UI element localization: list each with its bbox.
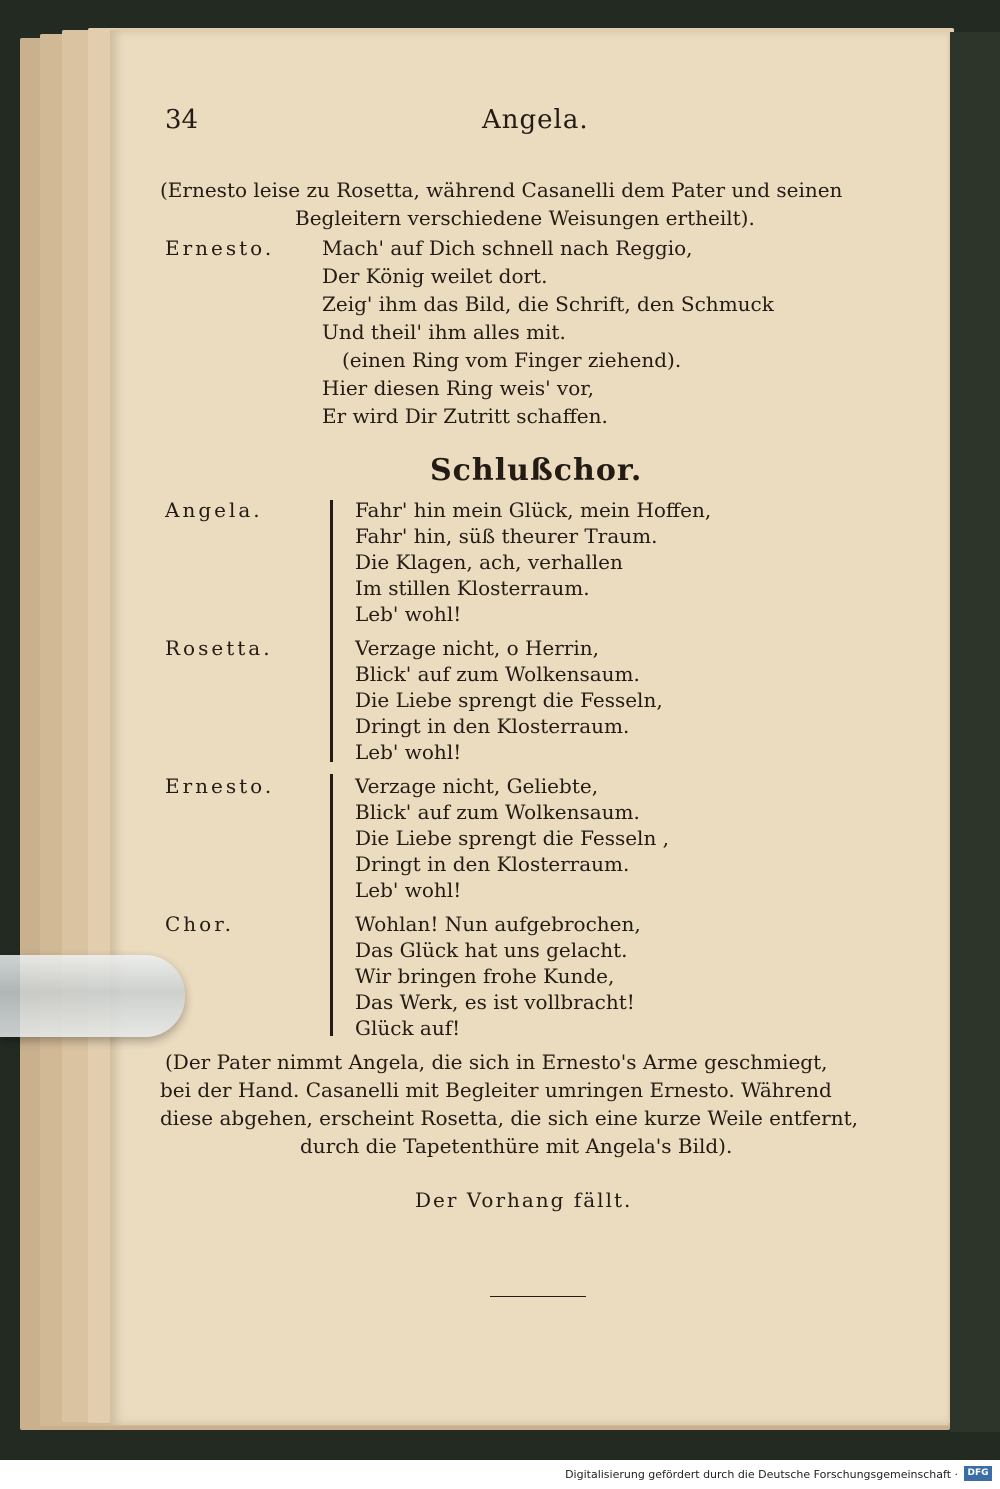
speaker-label: Rosetta. (165, 636, 273, 660)
verse-line: Fahr' hin mein Glück, mein Hoffen, (355, 498, 712, 522)
verse-line: Blick' auf zum Wolkensaum. (355, 800, 640, 824)
verse-line: Leb' wohl! (355, 602, 462, 626)
stage-direction-line: diese abgehen, erscheint Rosetta, die sich eine kurze Weile entfernt, (160, 1106, 858, 1130)
verse-line: Die Klagen, ach, verhallen (355, 550, 623, 574)
book-page (110, 30, 948, 1425)
dfg-logo: DFG (964, 1466, 992, 1481)
verse-line: Die Liebe sprengt die Fesseln , (355, 826, 670, 850)
verse-line: Zeig' ihm das Bild, die Schrift, den Schmuck (322, 292, 774, 316)
stage-direction-line: (Der Pater nimmt Angela, die sich in Ernesto's Arme geschmiegt, (165, 1050, 828, 1074)
chorus-brace (330, 774, 333, 1036)
verse-line: Verzage nicht, Geliebte, (355, 774, 599, 798)
verse-line: Wohlan! Nun aufgebrochen, (355, 912, 641, 936)
stage-direction-line: durch die Tapetenthüre mit Angela's Bild). (300, 1134, 733, 1158)
chorus-brace (330, 500, 333, 762)
verse-line: Wir bringen frohe Kunde, (355, 964, 615, 988)
book-spine (950, 32, 1000, 1432)
verse-line: Dringt in den Klosterraum. (355, 852, 630, 876)
footer-credit: Digitalisierung gefördert durch die Deutsche Forschungsgemeinschaft · (565, 1468, 958, 1481)
verse-line: Leb' wohl! (355, 740, 462, 764)
verse-line: (einen Ring vom Finger ziehend). (342, 348, 682, 372)
page-number: 34 (165, 105, 199, 135)
verse-line: Das Glück hat uns gelacht. (355, 938, 628, 962)
speaker-label: Chor. (165, 912, 234, 936)
footer-bar (0, 1460, 1000, 1489)
verse-line: Der König weilet dort. (322, 264, 548, 288)
section-heading: Schlußchor. (430, 453, 643, 488)
stage-direction-line: bei der Hand. Casanelli mit Begleiter umringen Ernesto. Während (160, 1078, 832, 1102)
verse-line: Verzage nicht, o Herrin, (355, 636, 600, 660)
stage-direction-line: (Ernesto leise zu Rosetta, während Casanelli dem Pater und seinen (160, 178, 843, 202)
end-rule (490, 1296, 586, 1297)
speaker-label: Ernesto. (165, 774, 275, 798)
verse-line: Im stillen Klosterraum. (355, 576, 590, 600)
speaker-label: Angela. (165, 498, 263, 522)
verse-line: Das Werk, es ist vollbracht! (355, 990, 635, 1014)
verse-line: Mach' auf Dich schnell nach Reggio, (322, 236, 693, 260)
verse-line: Fahr' hin, süß theurer Traum. (355, 524, 658, 548)
verse-line: Er wird Dir Zutritt schaffen. (322, 404, 608, 428)
glass-page-clip (0, 955, 185, 1037)
verse-line: Dringt in den Klosterraum. (355, 714, 630, 738)
speaker-label: Ernesto. (165, 236, 275, 260)
curtain-line: Der Vorhang fällt. (415, 1188, 633, 1212)
verse-line: Glück auf! (355, 1016, 461, 1040)
verse-line: Hier diesen Ring weis' vor, (322, 376, 594, 400)
stage-direction-line: Begleitern verschiedene Weisungen ertheilt). (295, 206, 755, 230)
verse-line: Leb' wohl! (355, 878, 462, 902)
verse-line: Die Liebe sprengt die Fesseln, (355, 688, 663, 712)
verse-line: Blick' auf zum Wolkensaum. (355, 662, 640, 686)
running-title: Angela. (482, 105, 589, 135)
verse-line: Und theil' ihm alles mit. (322, 320, 566, 344)
